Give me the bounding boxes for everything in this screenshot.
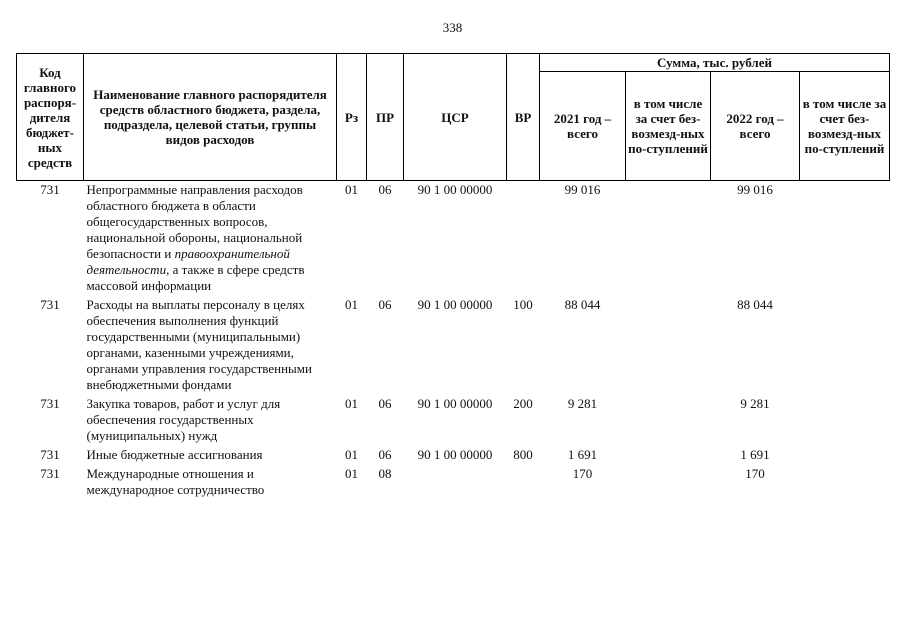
header-pr: ПР	[367, 54, 404, 181]
cell-2022-total: 99 016	[737, 182, 773, 197]
cell-rz: 01	[345, 396, 358, 411]
cell-csr: 90 1 00 00000	[417, 447, 493, 462]
header-2022-total: 2022 год – всего	[711, 72, 800, 181]
cell-name: Закупка товаров, работ и услуг для обеспечения государственных (муниципальных) нужд	[86, 396, 281, 443]
cell-2022-free	[800, 395, 890, 446]
cell-vr	[507, 181, 540, 297]
cell-code: 731	[40, 447, 60, 462]
cell-2021-total: 88 044	[564, 297, 601, 312]
cell-2022-free	[800, 181, 890, 297]
cell-code: 731	[40, 466, 60, 481]
cell-code: 731	[40, 396, 60, 411]
cell-2021-free	[626, 465, 711, 500]
cell-csr	[404, 465, 507, 500]
cell-rz: 01	[345, 297, 358, 312]
cell-pr: 06	[378, 447, 392, 462]
table-row	[17, 296, 890, 395]
cell-name: Иные бюджетные ассигнования	[86, 447, 263, 462]
cell-name-part2: , а также в сфере средств массовой информации	[86, 262, 305, 293]
cell-pr: 06	[378, 297, 392, 312]
table-body	[17, 181, 890, 501]
cell-name-part1: Непрограммные направления расходов областного бюджета в области общегосударственных вопросов, национальной обороны, национальной безопасности и	[86, 182, 303, 261]
table-header	[17, 54, 890, 181]
cell-name: Международные отношения и международное сотрудничество	[86, 466, 265, 497]
cell-2022-free	[800, 296, 890, 395]
header-rz: Рз	[337, 54, 367, 181]
cell-pr: 06	[378, 182, 392, 197]
cell-2021-total: 170	[572, 466, 593, 481]
header-2022-free: в том числе за счет без-возмезд-ных по-ступлений	[800, 72, 890, 181]
header-sum: Сумма, тыс. рублей	[540, 54, 890, 72]
cell-vr: 200	[513, 396, 533, 411]
cell-code: 731	[40, 182, 60, 197]
cell-2021-free	[626, 395, 711, 446]
cell-2021-total: 9 281	[567, 396, 598, 411]
cell-2021-total: 1 691	[567, 447, 598, 462]
cell-2021-free	[626, 446, 711, 465]
cell-csr: 90 1 00 00000	[417, 297, 493, 312]
table-row	[17, 446, 890, 465]
header-code: Код главного распоря-дителя бюджет-ных средств	[17, 54, 84, 181]
cell-2021-free	[626, 181, 711, 297]
page-number: 338	[442, 20, 463, 35]
table-row	[17, 181, 890, 297]
table-row	[17, 465, 890, 500]
header-vr: ВР	[507, 54, 540, 181]
cell-pr: 06	[378, 396, 392, 411]
cell-name: Расходы на выплаты персоналу в целях обеспечения выполнения функций государственными (муниципальными) органами, казенными учреждениями, органами управления государственными внебюджетными фондами	[86, 297, 312, 392]
header-csr: ЦСР	[404, 54, 507, 181]
cell-rz: 01	[345, 447, 358, 462]
header-2021-free: в том числе за счет без-возмезд-ных по-ступлений	[626, 72, 711, 181]
header-2021-total: 2021 год – всего	[540, 72, 626, 181]
cell-name	[84, 181, 337, 297]
cell-rz: 01	[345, 466, 358, 481]
cell-2022-free	[800, 465, 890, 500]
cell-2022-total: 170	[745, 466, 765, 481]
table-row	[17, 395, 890, 446]
cell-vr	[507, 465, 540, 500]
cell-vr: 800	[513, 447, 533, 462]
cell-csr: 90 1 00 00000	[417, 182, 493, 197]
cell-rz: 01	[345, 182, 358, 197]
cell-2022-total: 1 691	[740, 447, 770, 462]
header-name: Наименование главного распорядителя средств областного бюджета, раздела, подраздела, целевой статьи, группы видов расходов	[84, 54, 337, 181]
cell-2021-free	[626, 296, 711, 395]
cell-2022-free	[800, 446, 890, 465]
cell-2021-total: 99 016	[564, 182, 601, 197]
cell-2022-total: 9 281	[740, 396, 770, 411]
cell-name-italic: правоохранительной деятельности	[86, 246, 290, 277]
budget-table	[16, 53, 890, 500]
cell-code: 731	[40, 297, 60, 312]
cell-pr: 08	[378, 466, 392, 481]
cell-2022-total: 88 044	[737, 297, 773, 312]
cell-csr: 90 1 00 00000	[417, 396, 493, 411]
cell-vr: 100	[513, 297, 533, 312]
